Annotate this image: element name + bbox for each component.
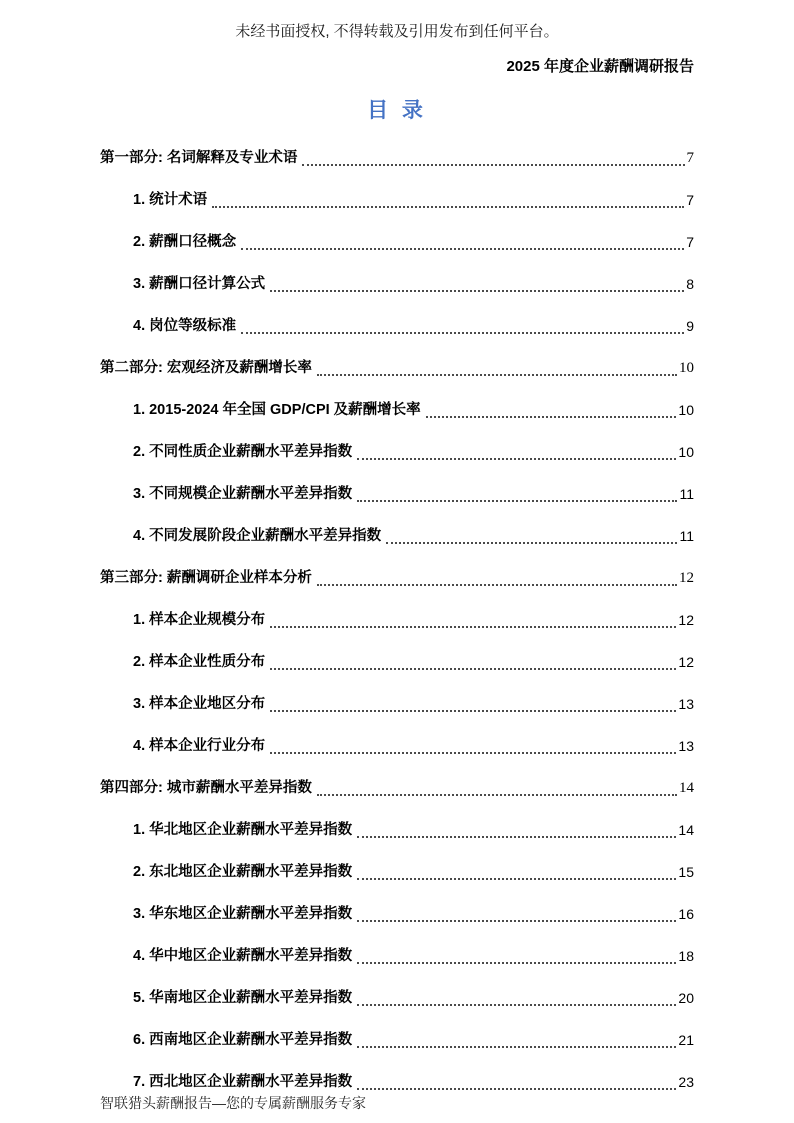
toc-entry-item[interactable] <box>100 736 694 778</box>
report-title: 2025 年度企业薪酬调研报告 <box>506 58 694 75</box>
dot-leader <box>270 274 684 292</box>
toc-entry-item[interactable] <box>100 232 694 274</box>
toc-entry-item[interactable] <box>100 820 694 862</box>
toc-entry-page: 14 <box>678 822 694 838</box>
dot-leader <box>270 610 676 628</box>
toc-entry-item[interactable] <box>100 694 694 736</box>
toc-entry-title: 第一部分: 名词解释及专业术语 <box>100 150 298 166</box>
toc-entry-page: 10 <box>678 402 694 418</box>
toc-entry-page: 7 <box>686 150 694 166</box>
toc-entry-title: 2. 东北地区企业薪酬水平差异指数 <box>133 864 353 880</box>
toc-entry-item[interactable] <box>100 988 694 1030</box>
toc-entry-page: 7 <box>686 234 694 250</box>
dot-leader <box>317 568 677 586</box>
toc-entry-page: 16 <box>678 906 694 922</box>
toc-entry-title: 1. 华北地区企业薪酬水平差异指数 <box>133 822 353 838</box>
dot-leader <box>270 736 676 754</box>
toc-entry-title: 5. 华南地区企业薪酬水平差异指数 <box>133 990 353 1006</box>
dot-leader <box>270 694 676 712</box>
toc-entry-item[interactable] <box>100 274 694 316</box>
toc-entry-title: 3. 不同规模企业薪酬水平差异指数 <box>133 486 353 502</box>
toc-entry-title: 第二部分: 宏观经济及薪酬增长率 <box>100 360 312 376</box>
toc-entry-title: 1. 统计术语 <box>133 192 208 208</box>
toc-entry-page: 23 <box>678 1074 694 1090</box>
dot-leader <box>357 862 676 880</box>
toc-entry-part[interactable] <box>100 778 694 820</box>
disclaimer-text: 未经书面授权, 不得转载及引用发布到任何平台。 <box>235 23 559 40</box>
toc-entry-page: 11 <box>679 528 694 544</box>
toc-entry-title: 2. 不同性质企业薪酬水平差异指数 <box>133 444 353 460</box>
toc-entry-title: 4. 样本企业行业分布 <box>133 738 266 754</box>
toc-entry-page: 10 <box>678 444 694 460</box>
toc-entry-title: 6. 西南地区企业薪酬水平差异指数 <box>133 1032 353 1048</box>
dot-leader <box>317 778 677 796</box>
dot-leader <box>357 904 676 922</box>
toc-entry-title: 1. 2015-2024 年全国 GDP/CPI 及薪酬增长率 <box>133 402 421 418</box>
toc-heading: 目 录 <box>367 99 427 122</box>
dot-leader <box>357 1030 676 1048</box>
dot-leader <box>357 946 676 964</box>
toc-entry-page: 11 <box>679 486 694 502</box>
toc-entry-page: 7 <box>686 192 694 208</box>
toc-entry-item[interactable] <box>100 1030 694 1072</box>
dot-leader <box>357 1072 676 1090</box>
toc-entry-title: 2. 薪酬口径概念 <box>133 234 237 250</box>
toc-entry-page: 12 <box>678 654 694 670</box>
toc-entry-page: 8 <box>686 276 694 292</box>
toc-entry-part[interactable] <box>100 358 694 400</box>
toc-entry-item[interactable] <box>100 862 694 904</box>
toc-entry-item[interactable] <box>100 484 694 526</box>
dot-leader <box>357 442 676 460</box>
dot-leader <box>212 190 684 208</box>
toc-entry-item[interactable] <box>100 316 694 358</box>
dot-leader <box>386 526 677 544</box>
toc-entry-item[interactable] <box>100 442 694 484</box>
toc-entry-page: 12 <box>678 612 694 628</box>
toc-entry-part[interactable] <box>100 568 694 610</box>
toc-entry-item[interactable] <box>100 610 694 652</box>
toc-entry-page: 20 <box>678 990 694 1006</box>
toc-entry-item[interactable] <box>100 190 694 232</box>
toc-entry-title: 第四部分: 城市薪酬水平差异指数 <box>100 780 312 796</box>
toc-entry-page: 13 <box>678 738 694 754</box>
toc-entry-title: 4. 华中地区企业薪酬水平差异指数 <box>133 948 353 964</box>
toc-list <box>100 148 694 1114</box>
toc-entry-page: 12 <box>679 570 694 586</box>
toc-entry-page: 10 <box>679 360 694 376</box>
toc-entry-page: 18 <box>678 948 694 964</box>
dot-leader <box>357 820 676 838</box>
dot-leader <box>426 400 677 418</box>
toc-entry-page: 9 <box>686 318 694 334</box>
toc-entry-item[interactable] <box>100 946 694 988</box>
toc-entry-page: 13 <box>678 696 694 712</box>
dot-leader <box>357 484 677 502</box>
footer-text: 智联猎头薪酬报告—您的专属薪酬服务专家 <box>100 1095 366 1111</box>
toc-entry-item[interactable] <box>100 400 694 442</box>
dot-leader <box>357 988 676 1006</box>
toc-entry-page: 15 <box>678 864 694 880</box>
toc-entry-item[interactable] <box>100 652 694 694</box>
dot-leader <box>241 316 684 334</box>
dot-leader <box>317 358 677 376</box>
toc-entry-title: 1. 样本企业规模分布 <box>133 612 266 628</box>
toc-entry-item[interactable] <box>100 904 694 946</box>
dot-leader <box>241 232 684 250</box>
toc-entry-part[interactable] <box>100 148 694 190</box>
toc-entry-title: 3. 华东地区企业薪酬水平差异指数 <box>133 906 353 922</box>
toc-entry-title: 3. 样本企业地区分布 <box>133 696 266 712</box>
toc-entry-title: 7. 西北地区企业薪酬水平差异指数 <box>133 1074 353 1090</box>
toc-entry-title: 4. 岗位等级标准 <box>133 318 237 334</box>
toc-entry-page: 21 <box>678 1032 694 1048</box>
toc-entry-title: 2. 样本企业性质分布 <box>133 654 266 670</box>
toc-entry-title: 4. 不同发展阶段企业薪酬水平差异指数 <box>133 528 382 544</box>
dot-leader <box>270 652 676 670</box>
toc-entry-item[interactable] <box>100 526 694 568</box>
toc-entry-title: 3. 薪酬口径计算公式 <box>133 276 266 292</box>
toc-entry-title: 第三部分: 薪酬调研企业样本分析 <box>100 570 312 586</box>
toc-entry-page: 14 <box>679 780 694 796</box>
dot-leader <box>302 148 684 166</box>
